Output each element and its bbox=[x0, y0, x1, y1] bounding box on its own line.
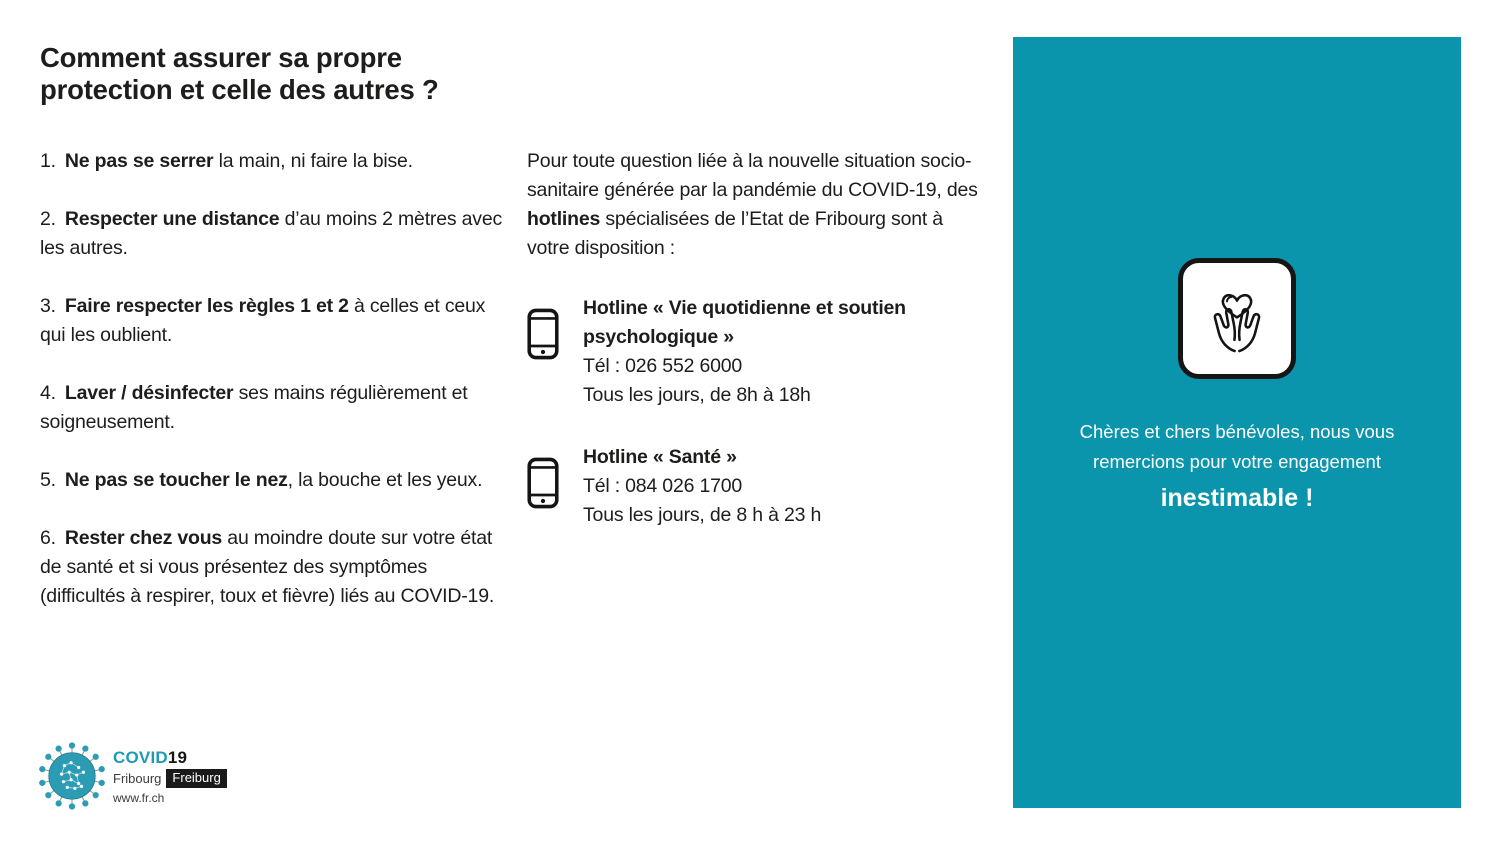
rule-rest-text: au moindre doute sur votre état de santé et si vous présentez des symptômes (difficultés à respirer, toux et fièvre) liés au COVID-19. bbox=[40, 527, 495, 607]
hotline-phone-number: Tél : 084 026 1700 bbox=[583, 475, 743, 497]
rule-item-6 bbox=[40, 524, 506, 611]
rule-rest-text: à celles et ceux qui les oublient. bbox=[40, 295, 486, 346]
rule-number: 4. bbox=[40, 382, 56, 404]
logo-brand-19: 19 bbox=[167, 748, 188, 767]
intro-bold-text: hotlines bbox=[527, 208, 601, 230]
rule-item-1 bbox=[40, 147, 506, 176]
rule-rest-text: ses mains régulièrement et soigneusement. bbox=[40, 382, 468, 433]
thanks-emphasis: inestimable ! bbox=[1160, 484, 1314, 512]
rule-number: 6. bbox=[40, 527, 56, 549]
coronavirus-icon bbox=[36, 740, 108, 812]
volunteers-thanks-panel bbox=[1013, 37, 1461, 808]
hotline-phone-number: Tél : 026 552 6000 bbox=[583, 355, 743, 377]
hotline-hours: Tous les jours, de 8 h à 23 h bbox=[583, 504, 822, 526]
rules-list bbox=[40, 147, 506, 640]
intro-text: spécialisées de l’Etat de Fribourg sont à votre disposition : bbox=[527, 208, 943, 259]
thanks-line1: Chères et chers bénévoles, nous vous bbox=[1079, 421, 1395, 442]
rule-item-2 bbox=[40, 205, 506, 263]
rule-number: 2. bbox=[40, 208, 56, 230]
logo-region-fr: Fribourg bbox=[113, 770, 162, 786]
hands-holding-heart-icon bbox=[1178, 258, 1296, 379]
logo-website: www.fr.ch bbox=[113, 791, 165, 805]
smartphone-icon bbox=[527, 443, 583, 530]
rule-bold-text: Faire respecter les règles 1 et 2 bbox=[64, 295, 349, 317]
smartphone-icon bbox=[527, 294, 583, 410]
rule-rest-text: d’au moins 2 mètres avec les autres. bbox=[40, 208, 503, 259]
rule-rest-text: , la bouche et les yeux. bbox=[287, 469, 483, 491]
hotline-intro bbox=[527, 147, 979, 263]
rule-bold-text: Ne pas se serrer bbox=[64, 150, 214, 172]
logo-brand bbox=[113, 749, 227, 767]
page-title-line1: Comment assurer sa propre bbox=[40, 42, 402, 73]
hotline-column bbox=[527, 147, 1005, 563]
rule-bold-text: Ne pas se toucher le nez bbox=[64, 469, 288, 491]
covid19-fribourg-logo bbox=[36, 740, 227, 812]
rule-rest-text: la main, ni faire la bise. bbox=[213, 150, 413, 172]
rule-item-5 bbox=[40, 466, 506, 495]
page-title-line2: protection et celle des autres ? bbox=[40, 74, 439, 105]
hotline-entry-psychological bbox=[527, 294, 1005, 410]
rule-bold-text: Laver / désinfecter bbox=[64, 382, 234, 404]
hotline-details bbox=[583, 294, 1003, 410]
thanks-message bbox=[1013, 417, 1461, 477]
hotline-title: Hotline « Vie quotidienne et soutien psychologique » bbox=[583, 297, 906, 348]
rule-number: 3. bbox=[40, 295, 56, 317]
rule-item-4 bbox=[40, 379, 506, 437]
intro-text: Pour toute question liée à la nouvelle situation socio-sanitaire générée par la pandémie du COVID-19, des bbox=[527, 150, 978, 201]
hotline-entry-health bbox=[527, 443, 1005, 530]
logo-region-de-badge: Freiburg bbox=[166, 769, 226, 788]
hotline-title: Hotline « Santé » bbox=[583, 446, 737, 468]
rule-bold-text: Respecter une distance bbox=[64, 208, 280, 230]
rule-number: 1. bbox=[40, 150, 56, 172]
rule-bold-text: Rester chez vous bbox=[64, 527, 223, 549]
logo-brand-covid: COVID bbox=[113, 748, 168, 767]
logo-region bbox=[113, 769, 227, 788]
page-title bbox=[40, 42, 439, 106]
hotline-hours: Tous les jours, de 8h à 18h bbox=[583, 384, 811, 406]
rule-item-3 bbox=[40, 292, 506, 350]
rule-number: 5. bbox=[40, 469, 56, 491]
hotline-details bbox=[583, 443, 1003, 530]
logo-text-block bbox=[113, 747, 227, 805]
thanks-line2: remercions pour votre engagement bbox=[1093, 451, 1381, 472]
